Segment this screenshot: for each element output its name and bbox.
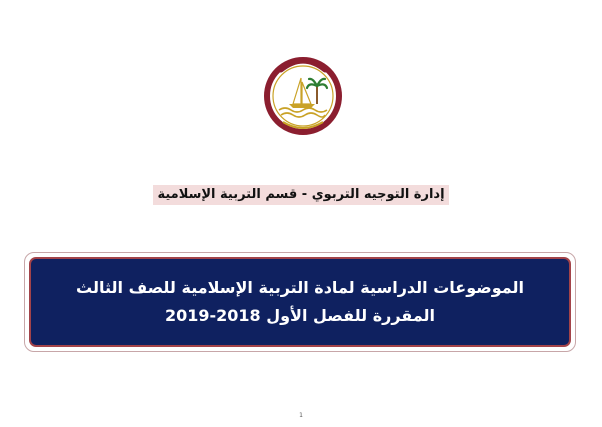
- page-number: 1: [299, 412, 303, 419]
- department-heading: [0, 183, 602, 205]
- qatar-ministry-emblem-icon: [263, 52, 343, 138]
- title-frame: [24, 252, 576, 352]
- title-line-term: المقررة للفصل الأول 2018-2019: [164, 306, 436, 325]
- department-text: إدارة التوجيه التربوي - قسم التربية الإسلامية: [153, 185, 448, 205]
- title-line-subjects: الموضوعات الدراسية لمادة التربية الإسلامية للصف الثالث: [76, 278, 524, 297]
- title-box: [29, 257, 571, 347]
